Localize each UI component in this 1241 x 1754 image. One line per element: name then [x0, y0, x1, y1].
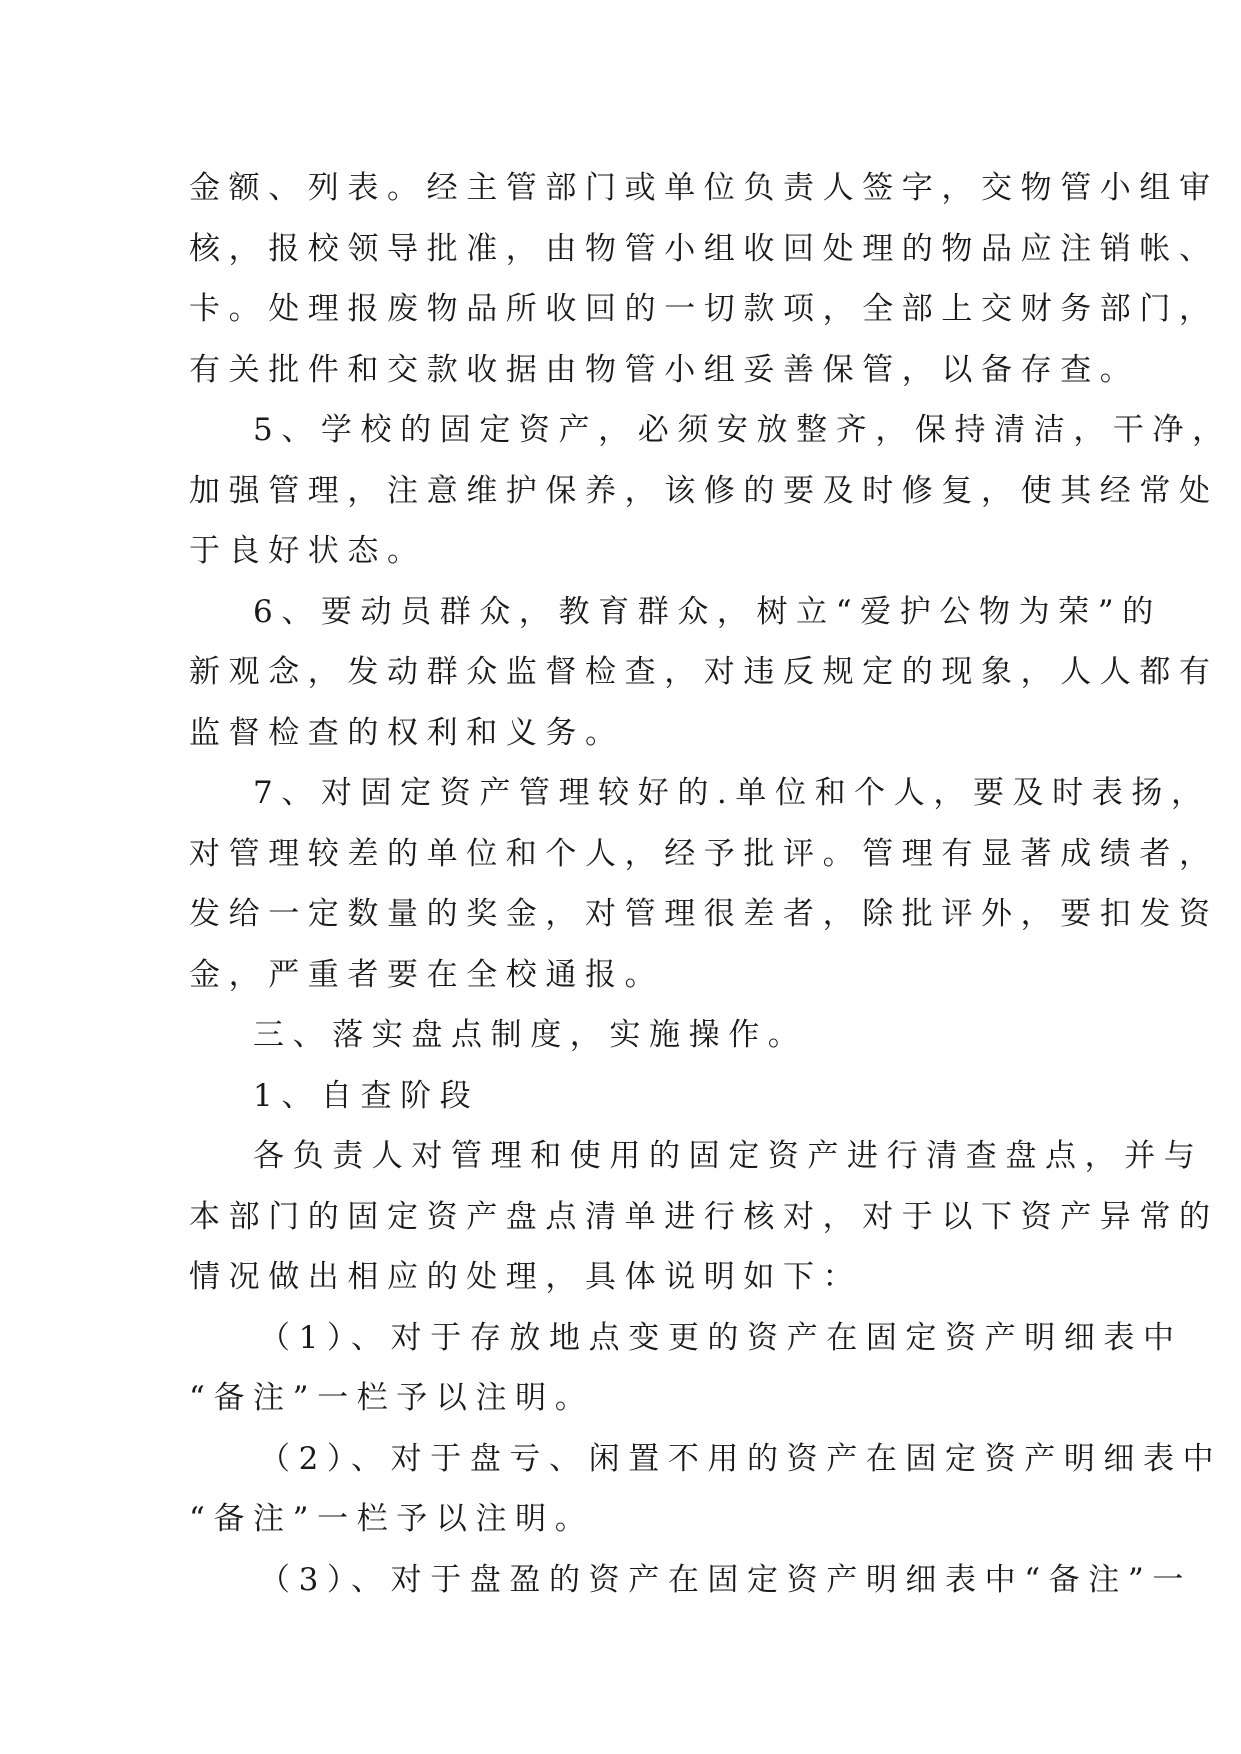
text-line: 对管理较差的单位和个人，经予批评。管理有显著成绩者， [189, 835, 1219, 872]
text-line: “备注”一栏予以注明。 [189, 1501, 595, 1537]
section-heading: 三、落实盘点制度，实施操作。 [253, 1017, 808, 1053]
text-line: 核，报校领导批准，由物管小组收回处理的物品应注销帐、 [189, 230, 1219, 267]
text-line: 加强管理，注意维护保养，该修的要及时修复，使其经常处 [189, 472, 1219, 509]
paragraph-start-line: 7、对固定资产管理较好的.单位和个人，要及时表扬， [253, 775, 1211, 811]
text-line: “备注”一栏予以注明。 [189, 1380, 595, 1416]
text-line: 本部门的固定资产盘点清单进行核对，对于以下资产异常的 [189, 1198, 1219, 1235]
text-line: 卡。处理报废物品所收回的一切款项，全部上交财务部门， [189, 291, 1219, 327]
text-line: 有关批件和交款收据由物管小组妥善保管，以备存查。 [189, 351, 1140, 388]
text-line: 发给一定数量的奖金，对管理很差者，除批评外，要扣发资 [189, 896, 1219, 932]
text-line: 于良好状态。 [189, 533, 427, 569]
subsection-heading: 1、自查阶段 [253, 1077, 480, 1114]
list-item-line: （1）、对于存放地点变更的资产在固定资产明细表中 [259, 1319, 1183, 1356]
list-item-line: （3）、对于盘盈的资产在固定资产明细表中“备注”一 [259, 1561, 1192, 1598]
document-body [189, 158, 1232, 1610]
paragraph-start-line: 6、要动员群众，教育群众，树立“爱护公物为荣”的 [253, 593, 1162, 630]
text-line: 新观念，发动群众监督检查，对违反规定的现象，人人都有 [189, 654, 1219, 690]
paragraph-start-line: 5、学校的固定资产，必须安放整齐，保持清洁，干净， [253, 412, 1232, 448]
paragraph-start-line: 各负责人对管理和使用的固定资产进行清查盘点，并与 [253, 1138, 1204, 1174]
text-line: 金，严重者要在全校通报。 [189, 956, 665, 993]
text-line: 情况做出相应的处理，具体说明如下： [189, 1259, 863, 1295]
text-line: 监督检查的权利和义务。 [189, 714, 625, 751]
text-line: 金额、列表。经主管部门或单位负责人签字，交物管小组审 [189, 170, 1219, 206]
list-item-line: （2）、对于盘亏、闲置不用的资产在固定资产明细表中 [259, 1440, 1223, 1477]
